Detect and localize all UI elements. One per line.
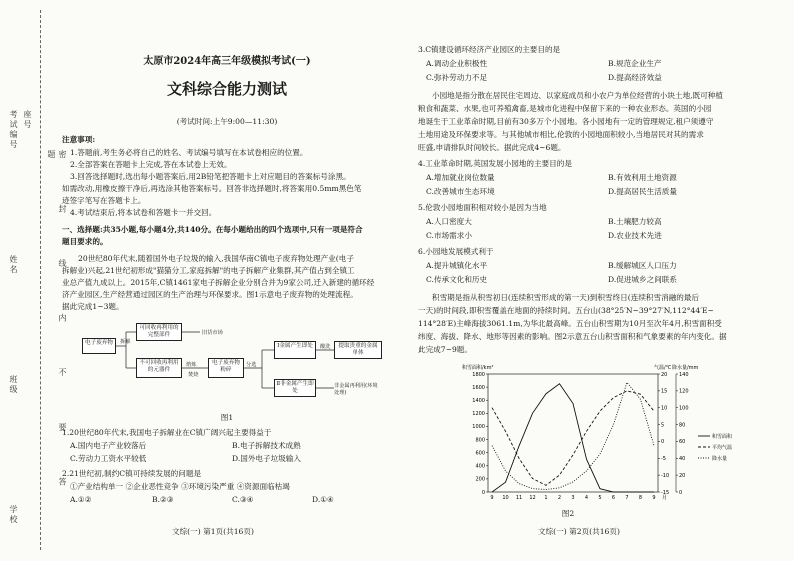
subject-title: 文科综合能力测试 bbox=[166, 80, 287, 98]
y-precip-tick-label: 120 bbox=[679, 388, 689, 395]
q3-stem: 3.C镇建设循环经济产业园区的主要目的是 bbox=[418, 45, 561, 54]
q6-option-b[interactable]: B.缓解城区人口压力 bbox=[608, 261, 677, 270]
section-heading: 一、选择题:共35小题,每小题4分,共140分。在每小题给出的四个选项中,只有一项是符合 bbox=[62, 225, 363, 234]
q5-stem: 5.伦敦小园地面积相对较小是因为当地 bbox=[418, 203, 547, 212]
y-temp-tick-label: -5 bbox=[661, 456, 666, 463]
q2-option-a[interactable]: A.①② bbox=[70, 495, 92, 504]
q5-option-d[interactable]: D.农业技术先进 bbox=[608, 231, 662, 240]
passage2-line: 旺盛,申请排队时间较长。据此完成4~6题。 bbox=[418, 143, 566, 152]
legend-label: 积雪面积 bbox=[712, 433, 733, 440]
passage3-line: 此完成7~9题。 bbox=[418, 345, 472, 354]
x-tick-label: 9 bbox=[490, 495, 494, 501]
passage-line: 济产业园区,生产经营通过园区的生产治理与环保要求。图1示意电子废弃物的处理流程。 bbox=[62, 290, 358, 299]
y-left-tick-label: 1200 bbox=[472, 411, 485, 418]
y-precip-axis-label: 降水量/mm bbox=[672, 365, 699, 371]
y-precip-tick-label: 20 bbox=[679, 472, 686, 479]
y-precip-tick-label: 80 bbox=[679, 422, 686, 429]
exam-time: (考试时间:上午9:00—11:30) bbox=[176, 117, 278, 126]
notice-line: 2.全部答案在答题卡上完成,答在本试卷上无效。 bbox=[70, 160, 232, 169]
page-2-footer: 文综(一) 第2页(共16页) bbox=[538, 527, 620, 536]
y-temp-axis-label: 气温/℃ bbox=[654, 365, 672, 371]
flow-reusable-box: 可回收再利用的完整部件 bbox=[136, 323, 182, 341]
flow-burn-label: 焚烧 bbox=[188, 372, 199, 378]
passage2-line: 小园地是指分散在居民住宅周边、以家庭成员和小农户为单位经营的小块土地,既可种植 bbox=[432, 91, 723, 100]
passage-line: 20世纪80年代末,随着国外电子垃圾的输入,我国华南C镇电子废弃物处理产业(电子 bbox=[78, 254, 354, 263]
y-left-tick-label: 1400 bbox=[472, 398, 485, 405]
notice-line: 1.答题前,考生务必将自己的姓名、考试编号填写在本试卷相应的位置。 bbox=[70, 148, 308, 157]
y-temp-tick-label: 10 bbox=[661, 405, 668, 412]
x-tick-label: 7 bbox=[625, 495, 629, 501]
q4-option-a[interactable]: A.增加就业岗位数量 bbox=[426, 173, 495, 182]
flow-resale-label: 旧货市场 bbox=[202, 330, 223, 336]
figure-1-flowchart bbox=[82, 320, 382, 410]
passage3-line: 纬度、海拔、降水、地形等因素的影响。图2示意五台山积雪面积和气象要素的年内变化。据 bbox=[418, 332, 727, 341]
q3-option-a[interactable]: A.调动企业积极性 bbox=[426, 59, 488, 68]
seal-notice: 密 封 线 内 不 要 答 题 bbox=[47, 150, 67, 508]
q5-option-a[interactable]: A.人口密度大 bbox=[426, 217, 472, 226]
figure-2-chart bbox=[458, 360, 758, 510]
flow-nonreuse-box: 不可回收再利用的元器件 bbox=[136, 358, 182, 378]
notice-line: 4.考试结束后,将本试卷和答题卡一并交回。 bbox=[70, 208, 217, 217]
y-temp-tick-label: -10 bbox=[661, 472, 670, 479]
y-precip-tick-label: 60 bbox=[679, 439, 686, 446]
q6-option-c[interactable]: C.传承文化和历史 bbox=[426, 275, 488, 284]
x-tick-label: 9 bbox=[652, 495, 656, 501]
x-tick-label: 1 bbox=[544, 495, 548, 501]
q6-stem: 6.小园地发展模式利于 bbox=[418, 247, 494, 256]
q2-option-d[interactable]: D.①④ bbox=[312, 495, 334, 504]
x-tick-label: 3 bbox=[571, 495, 575, 501]
flow-crush-box: 电子废弃物粉碎 bbox=[208, 358, 244, 378]
notice-heading: 注意事项: bbox=[62, 135, 96, 144]
flow-nonmetal-box: Ⅱ非金属产生即处 bbox=[274, 379, 316, 397]
x-tick-label: 4 bbox=[584, 495, 589, 501]
q1-option-c[interactable]: C.劳动力工资水平较低 bbox=[70, 454, 147, 463]
y-left-axis-label: 积雪面积/km² bbox=[462, 365, 494, 371]
q1-stem: 1.20世纪80年代末,我国电子拆解业在C镇广阔兴起主要得益于 bbox=[62, 428, 272, 437]
q6-option-a[interactable]: A.提升城镇化水平 bbox=[426, 261, 488, 270]
q4-stem: 4.工业革命时期,英国发展小园地的主要目的是 bbox=[418, 159, 572, 168]
y-left-tick-label: 0 bbox=[481, 489, 485, 496]
name-field: 姓名 bbox=[9, 255, 18, 275]
passage-line: 据此完成1~3题。 bbox=[62, 302, 124, 311]
y-left-tick-label: 200 bbox=[475, 476, 485, 483]
seat-field: 座号 bbox=[23, 110, 32, 130]
passage2-line: 地诞生于工业革命时期,目前有30多万个小园地。各小园地有一定的管理规定,租户须遵守 bbox=[418, 117, 714, 126]
x-axis-label: 月 bbox=[662, 495, 668, 501]
passage-line: 拆解业)兴起,21世纪初形成"猫猫分工,家庭拆解"的电子拆解产业集群,其产值占到全镇工 bbox=[62, 266, 355, 275]
q2-stem: 2.21世纪初,制约C镇可持续发展的问题是 bbox=[62, 469, 202, 478]
section-heading-cont: 题目要求的。 bbox=[62, 237, 108, 246]
exam-number-field: 考试编号 bbox=[9, 110, 18, 150]
page-1-footer: 文综(一) 第1页(共16页) bbox=[172, 527, 254, 536]
plot-frame bbox=[488, 374, 658, 492]
q3-option-b[interactable]: B.规范企业生产 bbox=[608, 59, 662, 68]
school-field: 学校 bbox=[9, 505, 18, 525]
y-temp-tick-label: 15 bbox=[661, 388, 668, 395]
y-left-tick-label: 600 bbox=[475, 450, 485, 457]
flow-sort-label: 分选 bbox=[246, 362, 257, 368]
y-left-tick-label: 400 bbox=[475, 463, 485, 470]
legend-label: 降水量 bbox=[712, 455, 728, 462]
q3-option-d[interactable]: D.提高经济效益 bbox=[608, 73, 662, 82]
passage3-line: 114°28′E)主峰海拔3061.1m,为华北最高峰。五台山积雪期为10月至次年4月,积雪面积受 bbox=[418, 319, 722, 328]
notice-line: 3.回答选择题时,选出每小题答案后,用2B铅笔把答题卡上对应题目的答案标号涂黑。 bbox=[70, 172, 351, 181]
q3-option-c[interactable]: C.弥补劳动力不足 bbox=[426, 73, 488, 82]
flow-melt-label: 熔炼 bbox=[186, 362, 197, 368]
y-precip-tick-label: 140 bbox=[679, 371, 689, 378]
class-field: 班级 bbox=[9, 375, 18, 395]
y-precip-tick-label: 40 bbox=[679, 456, 686, 463]
q2-items: ①产业结构单一 ②企业恶性竞争 ③环境污染严重 ④资源面临枯竭 bbox=[70, 482, 290, 491]
passage3-line: 一天)的时间段,即积雪覆盖在地面的持续时间。五台山(38°25′N~39°27′N,112°44′E~ bbox=[418, 306, 714, 315]
q4-option-b[interactable]: B.有效利用土地资源 bbox=[608, 173, 677, 182]
passage2-line: 土地用途及环保要求等。与其他城市相比,伦敦的小园地面积较小,当地居民对其的需求 bbox=[418, 130, 704, 139]
notice-line: 迹签字笔写在答题卡上。 bbox=[62, 196, 146, 205]
seal-line bbox=[40, 10, 42, 550]
figure-1-caption: 图1 bbox=[220, 413, 234, 422]
q5-option-c[interactable]: C.市场需求小 bbox=[426, 231, 472, 240]
passage-line: 业总产值九成以上。2015年,C镇1461家电子拆解企业分别合并为9家公司,迁入新建的循环经 bbox=[62, 278, 375, 287]
binding-strip bbox=[0, 0, 67, 561]
x-tick-label: 11 bbox=[515, 495, 523, 501]
q1-option-d[interactable]: D.国外电子垃圾输入 bbox=[232, 454, 301, 463]
q2-option-c[interactable]: C.③④ bbox=[232, 495, 254, 504]
x-tick-label: 8 bbox=[638, 495, 643, 501]
q6-option-d[interactable]: D.促进城乡之间联系 bbox=[608, 275, 677, 284]
flow-source-box: 电子废弃物 bbox=[82, 338, 116, 354]
flow-metal-box: Ⅰ金属产生即处 bbox=[274, 341, 316, 359]
x-tick-label: 5 bbox=[598, 495, 602, 501]
flow-nonmetal-use-label: 非金属再利用(环境处理) bbox=[334, 383, 378, 396]
series-snow-area bbox=[492, 384, 654, 492]
figure-2-caption: 图2 bbox=[561, 509, 575, 518]
exam-title: 太原市2024年高三年级模拟考试(一) bbox=[143, 56, 311, 67]
y-temp-tick-label: 5 bbox=[661, 422, 665, 429]
q4-option-d[interactable]: D.提高居民生活质量 bbox=[608, 187, 677, 196]
q1-option-a[interactable]: A.国内电子产业较落后 bbox=[70, 441, 147, 450]
page-1 bbox=[62, 0, 392, 561]
flow-dismantle-label: 拆解 bbox=[120, 339, 131, 345]
y-left-tick-label: 1000 bbox=[472, 424, 485, 431]
y-left-tick-label: 1800 bbox=[472, 371, 485, 378]
notice-line: 如需改动,用橡皮擦干净后,再选涂其他答案标号。回答非选择题时,将答案用0.5mm黑色笔 bbox=[62, 184, 362, 193]
flow-precious-box: 提取贵重的金属单体 bbox=[334, 341, 382, 359]
y-left-tick-label: 1600 bbox=[472, 384, 485, 391]
flow-acid-label: 酸洗 bbox=[320, 344, 331, 350]
x-tick-label: 10 bbox=[502, 495, 509, 501]
y-temp-tick-label: -15 bbox=[661, 489, 670, 496]
series-precipitation bbox=[492, 382, 654, 489]
q5-option-b[interactable]: B.土壤肥力较高 bbox=[608, 217, 662, 226]
x-tick-label: 6 bbox=[611, 495, 616, 501]
x-tick-label: 2 bbox=[557, 495, 562, 501]
passage3-line: 积雪期是指从积雪初日(连续积雪形成的第一天)到积雪终日(连续积雪消融的最后 bbox=[432, 293, 700, 302]
page-2 bbox=[418, 0, 786, 561]
q2-option-b[interactable]: B.②③ bbox=[152, 495, 174, 504]
legend-label: 平均气温 bbox=[712, 444, 733, 451]
y-precip-tick-label: 0 bbox=[679, 489, 683, 496]
passage2-line: 粮食和蔬菜、水果,也可养殖禽畜,是城市化进程中保留下来的一种农业形态。英国的小园 bbox=[418, 104, 712, 113]
y-left-tick-label: 800 bbox=[475, 437, 485, 444]
q1-option-b[interactable]: B.电子拆解技术成熟 bbox=[232, 441, 301, 450]
x-tick-label: 12 bbox=[529, 495, 536, 501]
q4-option-c[interactable]: C.改善城市生态环境 bbox=[426, 187, 495, 196]
y-temp-tick-label: 20 bbox=[661, 371, 668, 378]
y-precip-tick-label: 100 bbox=[679, 405, 689, 412]
y-temp-tick-label: 0 bbox=[661, 439, 665, 446]
